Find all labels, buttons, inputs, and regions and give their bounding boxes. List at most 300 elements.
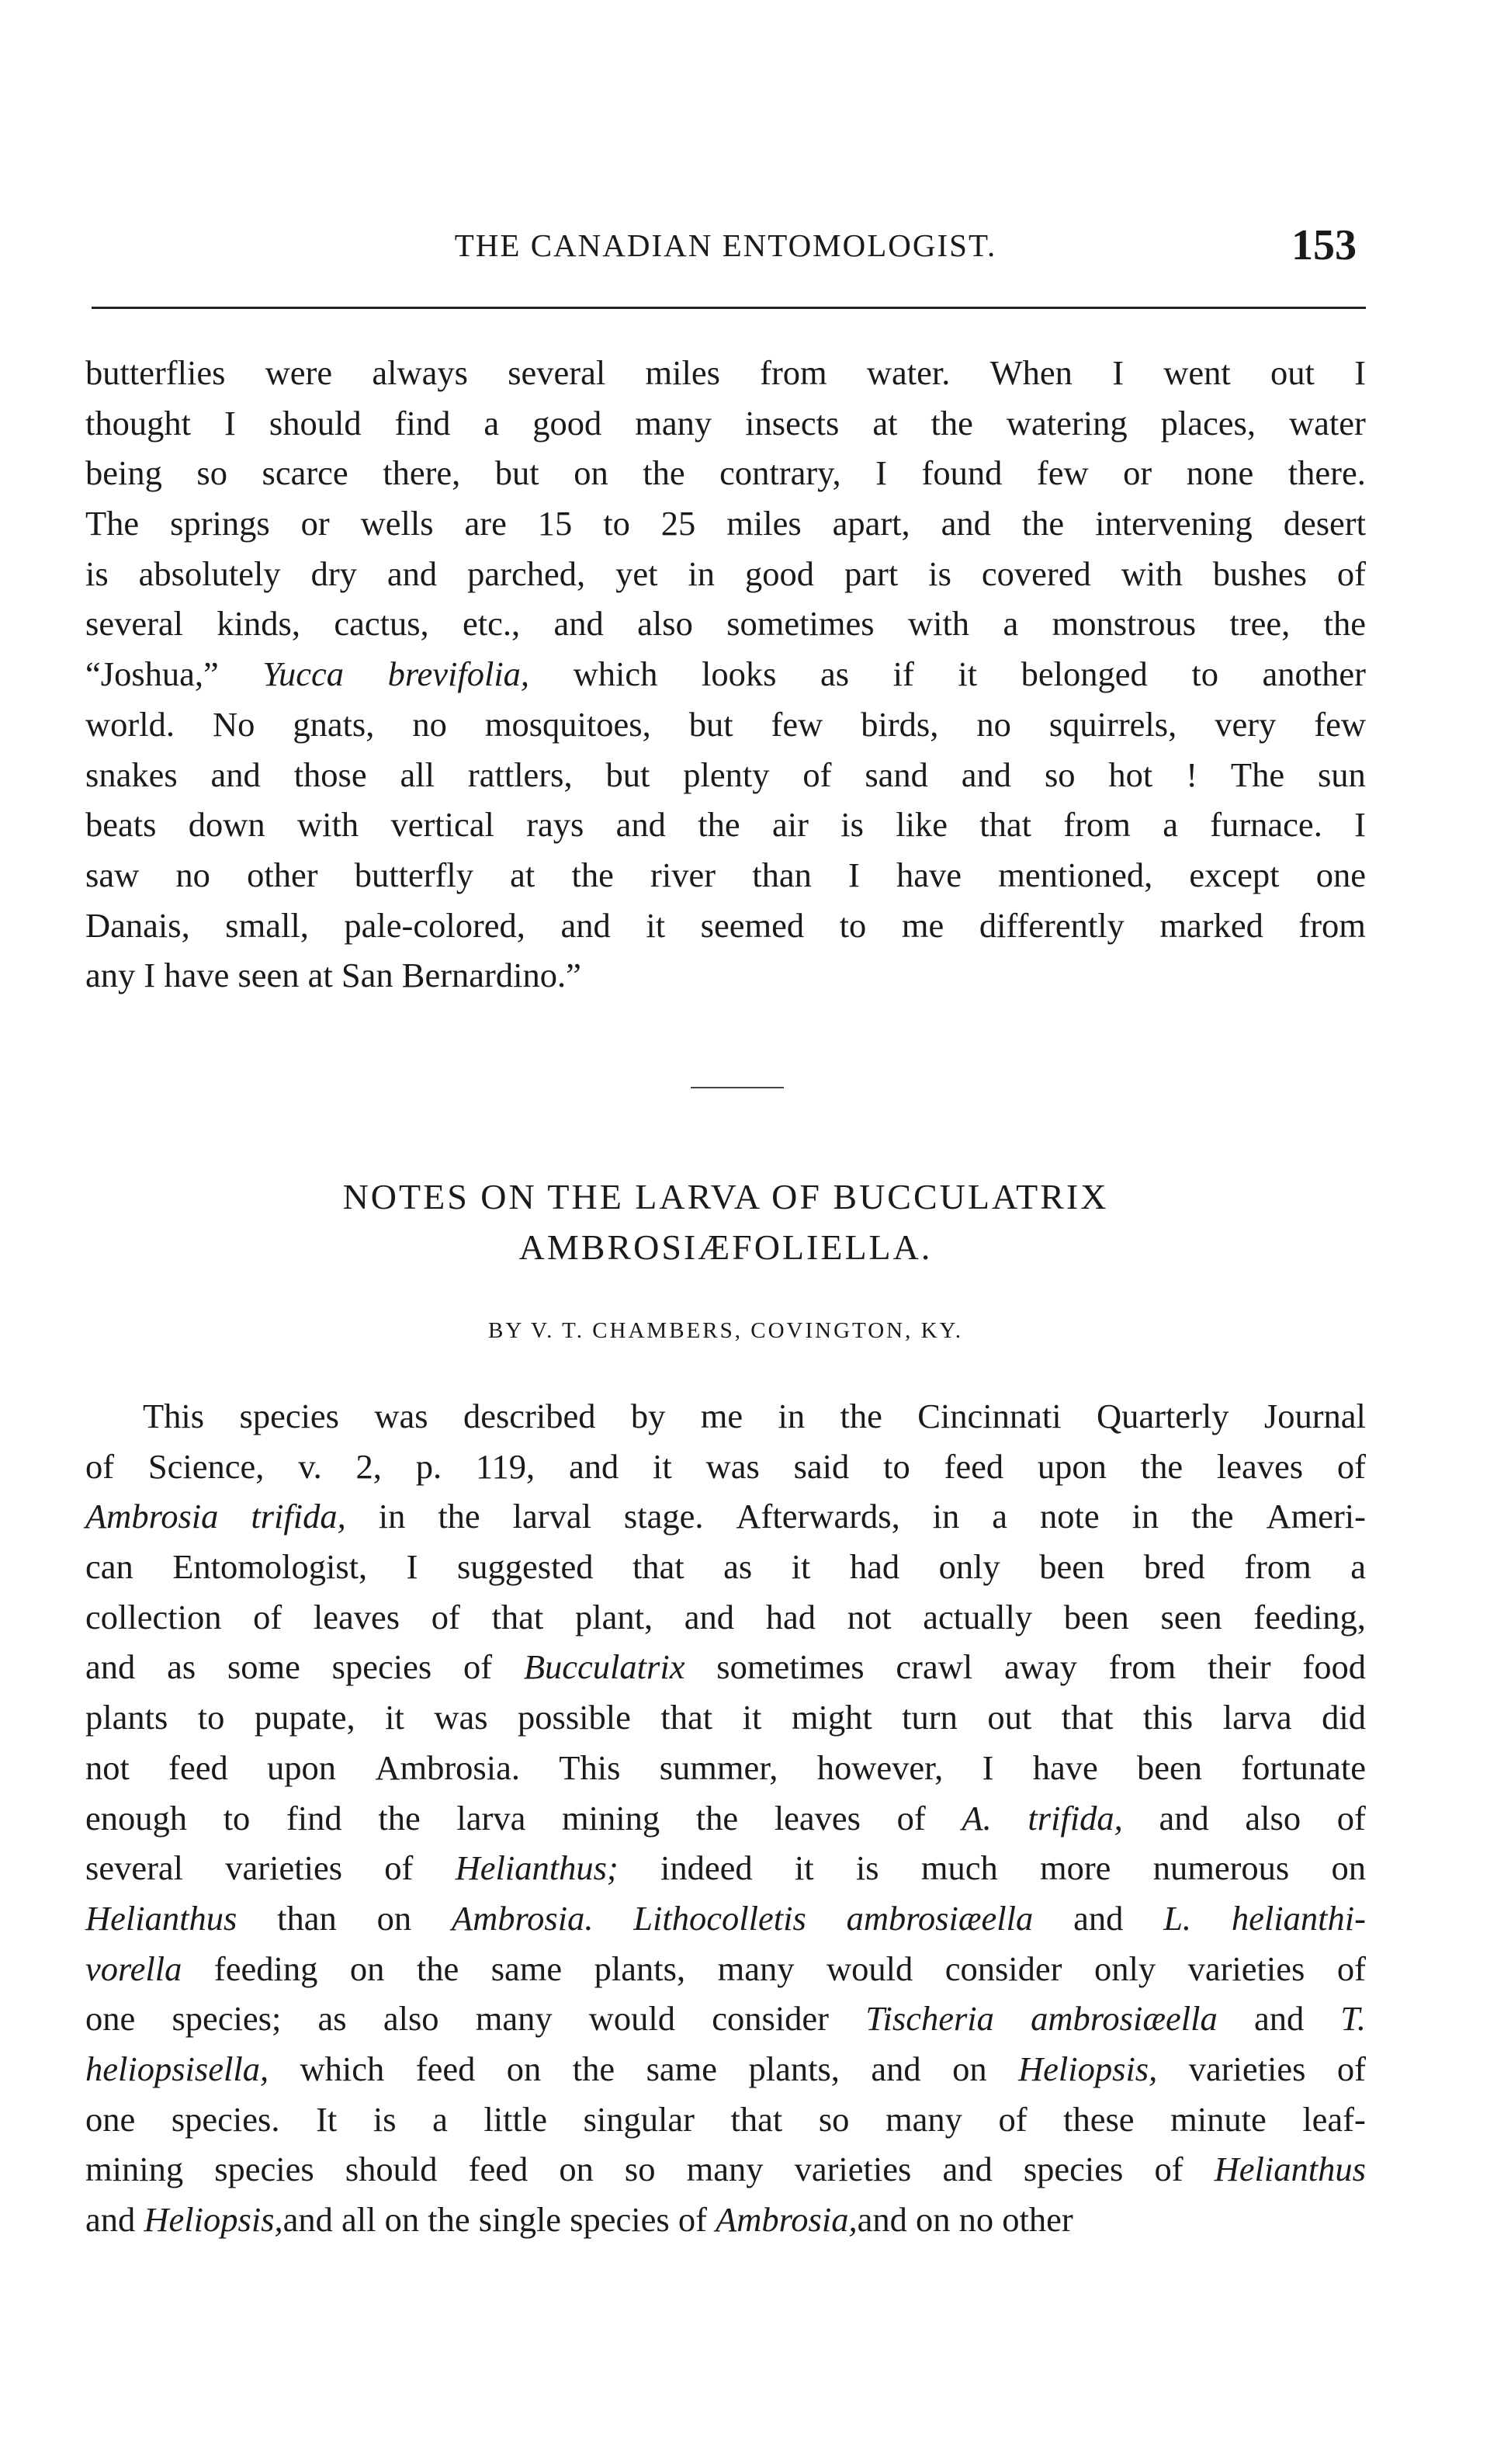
word: a bbox=[992, 1497, 1008, 1536]
word: It bbox=[316, 2099, 338, 2139]
word: from bbox=[1244, 1547, 1312, 1587]
word: the bbox=[572, 2049, 615, 2088]
word: on bbox=[915, 2200, 959, 2239]
text-line bbox=[85, 498, 1366, 549]
word: I bbox=[1354, 353, 1366, 392]
word: T. bbox=[1340, 1999, 1366, 2039]
word: leaf- bbox=[1302, 2099, 1366, 2139]
word: it bbox=[646, 905, 666, 945]
text-line bbox=[85, 1743, 1366, 1793]
word: contrary, bbox=[719, 453, 841, 493]
word: Science, bbox=[147, 1446, 265, 1486]
word: is bbox=[840, 805, 864, 845]
word: been bbox=[1063, 1597, 1129, 1636]
word: and bbox=[386, 554, 438, 593]
word: Ambrosia. bbox=[375, 1747, 520, 1787]
word: sometimes bbox=[716, 1647, 865, 1687]
word: however, bbox=[816, 1747, 944, 1787]
word: if bbox=[892, 654, 914, 694]
word: desert bbox=[1283, 504, 1366, 543]
word: brevifolia, bbox=[387, 654, 530, 694]
word: species bbox=[214, 2150, 314, 2189]
word: like bbox=[896, 805, 948, 845]
word: it bbox=[791, 1547, 811, 1587]
word: possible bbox=[518, 1698, 631, 1737]
word: rays bbox=[526, 805, 584, 845]
word: is bbox=[85, 554, 109, 593]
word: and bbox=[282, 2200, 342, 2239]
word: same bbox=[490, 1949, 563, 1988]
word: indeed bbox=[660, 1848, 753, 1888]
word: pale-colored, bbox=[344, 905, 525, 945]
word: Heliopsis, bbox=[144, 2200, 283, 2239]
word: from bbox=[760, 353, 827, 392]
word: no bbox=[958, 2200, 1003, 2239]
word: 2, bbox=[355, 1446, 382, 1486]
word: of bbox=[1154, 2150, 1184, 2189]
word: of bbox=[802, 755, 832, 794]
word: with bbox=[1121, 554, 1183, 593]
word: did bbox=[1322, 1698, 1366, 1737]
word: on bbox=[1331, 1848, 1366, 1888]
word: single bbox=[478, 2200, 570, 2239]
word: out bbox=[987, 1698, 1032, 1737]
word: and bbox=[615, 805, 666, 845]
word: species bbox=[570, 2200, 678, 2239]
word: there, bbox=[383, 453, 461, 493]
text-line bbox=[85, 1491, 1366, 1542]
word: 119, bbox=[475, 1446, 535, 1486]
word: rattlers, bbox=[467, 755, 573, 794]
word: much bbox=[920, 1848, 998, 1888]
text-line bbox=[85, 2195, 1366, 2245]
word: fortunate bbox=[1241, 1747, 1366, 1787]
word: only bbox=[1093, 1949, 1156, 1988]
word: minute bbox=[1170, 2099, 1267, 2139]
word: same bbox=[646, 2049, 718, 2088]
word: ! bbox=[1186, 755, 1198, 794]
word: and bbox=[1253, 1999, 1305, 2039]
text-line bbox=[85, 1692, 1366, 1743]
word: air bbox=[771, 805, 809, 845]
word: several bbox=[85, 604, 184, 644]
word: Lithocolletis bbox=[633, 1898, 806, 1938]
word: p. bbox=[415, 1446, 442, 1486]
word: ambrosiæella bbox=[1031, 1999, 1218, 2039]
word: little bbox=[483, 2099, 548, 2139]
word: one bbox=[85, 2099, 136, 2139]
word: mentioned, bbox=[998, 855, 1153, 894]
word: or bbox=[1123, 453, 1152, 493]
word: vertical bbox=[390, 805, 494, 845]
word: leaves bbox=[1216, 1446, 1304, 1486]
word: all bbox=[400, 755, 435, 794]
word: Entomologist, bbox=[172, 1547, 368, 1587]
word: Quarterly bbox=[1097, 1397, 1229, 1435]
word: it bbox=[958, 654, 978, 694]
word: and bbox=[1159, 1798, 1209, 1838]
word: are bbox=[464, 504, 507, 543]
text-line bbox=[85, 1793, 1366, 1844]
text-line bbox=[85, 1843, 1366, 1893]
word: hot bbox=[1108, 755, 1153, 794]
word: is bbox=[373, 2099, 397, 2139]
word: marked bbox=[1159, 905, 1263, 945]
word: Ambrosia. bbox=[451, 1898, 594, 1938]
word: enough bbox=[85, 1798, 188, 1838]
word: and bbox=[553, 604, 604, 644]
word: it bbox=[653, 1446, 672, 1486]
word: the bbox=[1140, 1446, 1184, 1486]
word: several bbox=[508, 353, 606, 392]
text-line bbox=[85, 1442, 1366, 1492]
text-line bbox=[85, 950, 1366, 1001]
word: but bbox=[605, 755, 650, 794]
word: of bbox=[998, 2099, 1028, 2139]
word: and bbox=[857, 2200, 916, 2239]
word: differently bbox=[979, 905, 1125, 945]
word: the bbox=[378, 1798, 421, 1838]
word: looks bbox=[701, 654, 777, 694]
word: mining bbox=[85, 2150, 184, 2189]
word: Tischeria bbox=[865, 1999, 994, 2039]
word: varieties bbox=[794, 2150, 912, 2189]
word: mosquitoes, bbox=[484, 704, 651, 744]
word: sometimes bbox=[726, 604, 875, 644]
word: of bbox=[431, 1597, 460, 1636]
word: not bbox=[85, 1747, 130, 1787]
word: miles bbox=[726, 504, 802, 543]
word: The bbox=[1230, 755, 1285, 794]
word: Cincinnati bbox=[917, 1397, 1062, 1435]
text-line bbox=[85, 2094, 1366, 2145]
word: v. bbox=[298, 1446, 322, 1486]
word: of bbox=[1336, 1798, 1366, 1838]
word: in bbox=[1132, 1497, 1159, 1536]
word: to bbox=[1191, 654, 1218, 694]
word: belonged bbox=[1021, 654, 1148, 694]
word: might bbox=[791, 1698, 872, 1737]
word: except bbox=[1189, 855, 1280, 894]
word: been bbox=[1039, 1547, 1105, 1587]
word: find bbox=[394, 403, 451, 442]
word: of bbox=[85, 1446, 115, 1486]
word: had bbox=[765, 1597, 816, 1636]
word: Journal bbox=[1263, 1397, 1366, 1435]
word: of bbox=[1336, 1949, 1366, 1988]
word: apart, bbox=[832, 504, 910, 543]
word: feed bbox=[944, 1446, 1004, 1486]
word: dry bbox=[310, 554, 357, 593]
text-line bbox=[85, 1592, 1366, 1643]
word: had bbox=[849, 1547, 900, 1587]
word: Ambrosia, bbox=[716, 2200, 858, 2239]
word: of bbox=[253, 1597, 282, 1636]
word: L. bbox=[1163, 1898, 1192, 1938]
word: several bbox=[85, 1848, 184, 1888]
word: that bbox=[660, 1698, 713, 1737]
text-line bbox=[85, 800, 1366, 850]
text-line bbox=[85, 850, 1366, 901]
word: heliopsisella, bbox=[85, 2049, 269, 2088]
word: the bbox=[438, 1497, 480, 1536]
article-title-line-2: AMBROSIÆFOLIELLA. bbox=[518, 1227, 933, 1267]
word: summer, bbox=[659, 1747, 778, 1787]
word: a bbox=[1163, 805, 1178, 845]
word: upon bbox=[267, 1747, 337, 1787]
word: it bbox=[385, 1698, 404, 1737]
word: insects bbox=[745, 403, 840, 442]
word: have bbox=[1032, 1747, 1098, 1787]
word: on bbox=[349, 1949, 385, 1988]
word: food bbox=[1302, 1647, 1366, 1687]
word: 15 bbox=[537, 504, 573, 543]
word: always bbox=[372, 353, 468, 392]
word: or bbox=[300, 504, 330, 543]
word: water bbox=[1289, 403, 1366, 442]
word: pupate, bbox=[254, 1698, 355, 1737]
word: few bbox=[1036, 453, 1089, 493]
word: being bbox=[85, 453, 162, 493]
word: and bbox=[568, 1446, 619, 1486]
word: sun bbox=[1317, 755, 1366, 794]
word: to bbox=[603, 504, 630, 543]
word: the bbox=[840, 1397, 882, 1435]
word: Ambrosia bbox=[85, 1497, 219, 1536]
word: so bbox=[1044, 755, 1076, 794]
word: saw bbox=[85, 855, 140, 894]
word: feed bbox=[415, 2049, 476, 2088]
word: no bbox=[412, 704, 447, 744]
word: the bbox=[1021, 504, 1065, 543]
word: the bbox=[931, 403, 973, 442]
word: butterfly bbox=[354, 855, 473, 894]
word: me bbox=[700, 1397, 743, 1435]
word: ambrosiæella bbox=[846, 1898, 1034, 1938]
word: parched, bbox=[467, 554, 586, 593]
word: can bbox=[85, 1547, 133, 1587]
word: but bbox=[494, 453, 539, 493]
word: this bbox=[1142, 1698, 1194, 1737]
word: and bbox=[871, 2049, 921, 2088]
word: species bbox=[1023, 2150, 1124, 2189]
word: which bbox=[573, 654, 658, 694]
word: many bbox=[686, 2150, 764, 2189]
word: The bbox=[85, 504, 140, 543]
word: some bbox=[227, 1647, 300, 1687]
word: birds, bbox=[861, 704, 939, 744]
word: so bbox=[624, 2150, 656, 2189]
word: trifida, bbox=[251, 1497, 346, 1536]
word: of bbox=[1336, 554, 1366, 593]
word: is bbox=[928, 554, 951, 593]
word: found bbox=[921, 453, 1003, 493]
word: a bbox=[1350, 1547, 1366, 1587]
word: When bbox=[989, 353, 1073, 392]
word: no bbox=[175, 855, 210, 894]
word: plants, bbox=[594, 1949, 686, 1988]
word: should bbox=[269, 403, 362, 442]
word: and bbox=[684, 1597, 735, 1636]
word: species. bbox=[171, 2099, 280, 2139]
word: only bbox=[938, 1547, 1000, 1587]
word: many bbox=[635, 403, 712, 442]
word: seemed bbox=[700, 905, 805, 945]
word: the bbox=[428, 2200, 479, 2239]
word: river bbox=[650, 855, 716, 894]
section-separator bbox=[691, 1087, 784, 1088]
word: springs bbox=[170, 504, 270, 543]
word: find bbox=[286, 1798, 342, 1838]
word: Heliopsis, bbox=[1018, 2049, 1158, 2088]
word: as bbox=[317, 1999, 347, 2039]
word: A. bbox=[962, 1798, 992, 1838]
word: that bbox=[730, 2099, 783, 2139]
article-paragraph bbox=[85, 1391, 1366, 2245]
text-line bbox=[85, 1893, 1366, 1944]
word: Ameri- bbox=[1266, 1497, 1366, 1536]
word: very bbox=[1215, 704, 1277, 744]
word: and bbox=[560, 905, 611, 945]
word: by bbox=[630, 1397, 666, 1435]
word: plenty bbox=[683, 755, 770, 794]
word: would bbox=[588, 1999, 676, 2039]
word: species bbox=[331, 1647, 432, 1687]
article-title-line-1: NOTES ON THE LARVA OF BUCCULATRIX bbox=[342, 1177, 1109, 1216]
word: but bbox=[688, 704, 733, 744]
word: snakes bbox=[85, 755, 178, 794]
word: note bbox=[1039, 1497, 1100, 1536]
word: to bbox=[223, 1798, 251, 1838]
word: at bbox=[872, 403, 898, 442]
word: many bbox=[885, 2099, 962, 2139]
word: so bbox=[818, 2099, 850, 2139]
word: went bbox=[1163, 353, 1231, 392]
word: feeding bbox=[213, 1949, 318, 1988]
word: no bbox=[976, 704, 1011, 744]
word: in bbox=[378, 1497, 406, 1536]
word: varieties bbox=[1187, 1949, 1305, 1988]
word: covered bbox=[981, 554, 1091, 593]
word: cactus, bbox=[334, 604, 429, 644]
word: miles bbox=[645, 353, 720, 392]
text-line bbox=[85, 649, 1366, 699]
word: in bbox=[688, 554, 716, 593]
word: on bbox=[384, 2200, 428, 2239]
word: me bbox=[901, 905, 944, 945]
header-rule bbox=[92, 307, 1366, 309]
word: good bbox=[532, 403, 602, 442]
text-line bbox=[85, 699, 1366, 750]
word: varieties bbox=[225, 1848, 343, 1888]
word: stage. bbox=[623, 1497, 704, 1536]
word: water. bbox=[866, 353, 951, 392]
word: wells bbox=[360, 504, 434, 543]
word: world. bbox=[85, 704, 175, 744]
word: in bbox=[932, 1497, 960, 1536]
word: also bbox=[637, 604, 693, 644]
word: watering bbox=[1006, 403, 1128, 442]
word: vorella bbox=[85, 1949, 182, 1988]
word: plants, bbox=[748, 2049, 840, 2088]
word: none bbox=[1186, 453, 1254, 493]
word: singular bbox=[583, 2099, 695, 2139]
word: I bbox=[1354, 805, 1366, 845]
word: all bbox=[341, 2200, 385, 2239]
word: I bbox=[406, 1547, 418, 1587]
word: with bbox=[907, 604, 970, 644]
word: actually bbox=[923, 1597, 1033, 1636]
word: than bbox=[277, 1898, 337, 1938]
word: plants bbox=[85, 1698, 168, 1737]
word: was bbox=[374, 1397, 428, 1435]
word: as bbox=[167, 1647, 196, 1687]
word: varieties bbox=[1188, 2049, 1306, 2088]
word: feed bbox=[168, 1747, 228, 1787]
word: turn bbox=[902, 1698, 958, 1737]
word: of bbox=[384, 1848, 414, 1888]
word: any I have seen at San Bernardino.” bbox=[85, 956, 581, 995]
word: of bbox=[1336, 2049, 1366, 2088]
word: from bbox=[1108, 1647, 1177, 1687]
word: as bbox=[723, 1547, 753, 1587]
word: sand bbox=[865, 755, 928, 794]
word: plant, bbox=[574, 1597, 653, 1636]
word: tree, bbox=[1229, 604, 1291, 644]
word: monstrous bbox=[1052, 604, 1197, 644]
word: consider bbox=[712, 1999, 830, 2039]
word: a bbox=[1003, 604, 1019, 644]
text-line bbox=[85, 1391, 1366, 1442]
word: This bbox=[143, 1397, 205, 1435]
word: leaves bbox=[313, 1597, 400, 1636]
word: the bbox=[1191, 1497, 1234, 1536]
word: their bbox=[1208, 1647, 1271, 1687]
word: the bbox=[698, 805, 740, 845]
word: a bbox=[483, 403, 500, 442]
word: “Joshua,” bbox=[85, 654, 219, 694]
paragraph-continuation bbox=[85, 348, 1366, 1001]
word: other bbox=[247, 855, 318, 894]
byline: BY V. T. CHAMBERS, COVINGTON, KY. bbox=[488, 1318, 963, 1343]
word: that bbox=[491, 1597, 544, 1636]
text-line bbox=[85, 2044, 1366, 2094]
word: is bbox=[855, 1848, 879, 1888]
word: intervening bbox=[1095, 504, 1253, 543]
word: the bbox=[1323, 604, 1366, 644]
word: in bbox=[778, 1397, 806, 1435]
word: Helianthus bbox=[1214, 2150, 1366, 2189]
word: than bbox=[752, 855, 812, 894]
word: with bbox=[296, 805, 359, 845]
text-line bbox=[85, 2144, 1366, 2195]
word: from bbox=[1063, 805, 1131, 845]
word: on bbox=[559, 2150, 594, 2189]
page-number: 153 bbox=[1291, 221, 1357, 269]
word: it bbox=[794, 1848, 814, 1888]
word: larval bbox=[512, 1497, 591, 1536]
page bbox=[85, 0, 1366, 2464]
word: as bbox=[820, 654, 850, 694]
word: also bbox=[383, 1999, 439, 2039]
word: said bbox=[793, 1446, 850, 1486]
word: the bbox=[571, 855, 614, 894]
word: and bbox=[941, 504, 991, 543]
text-line bbox=[85, 348, 1366, 398]
word: a bbox=[432, 2099, 448, 2139]
text-line bbox=[85, 750, 1366, 800]
word: upon bbox=[1037, 1446, 1107, 1486]
